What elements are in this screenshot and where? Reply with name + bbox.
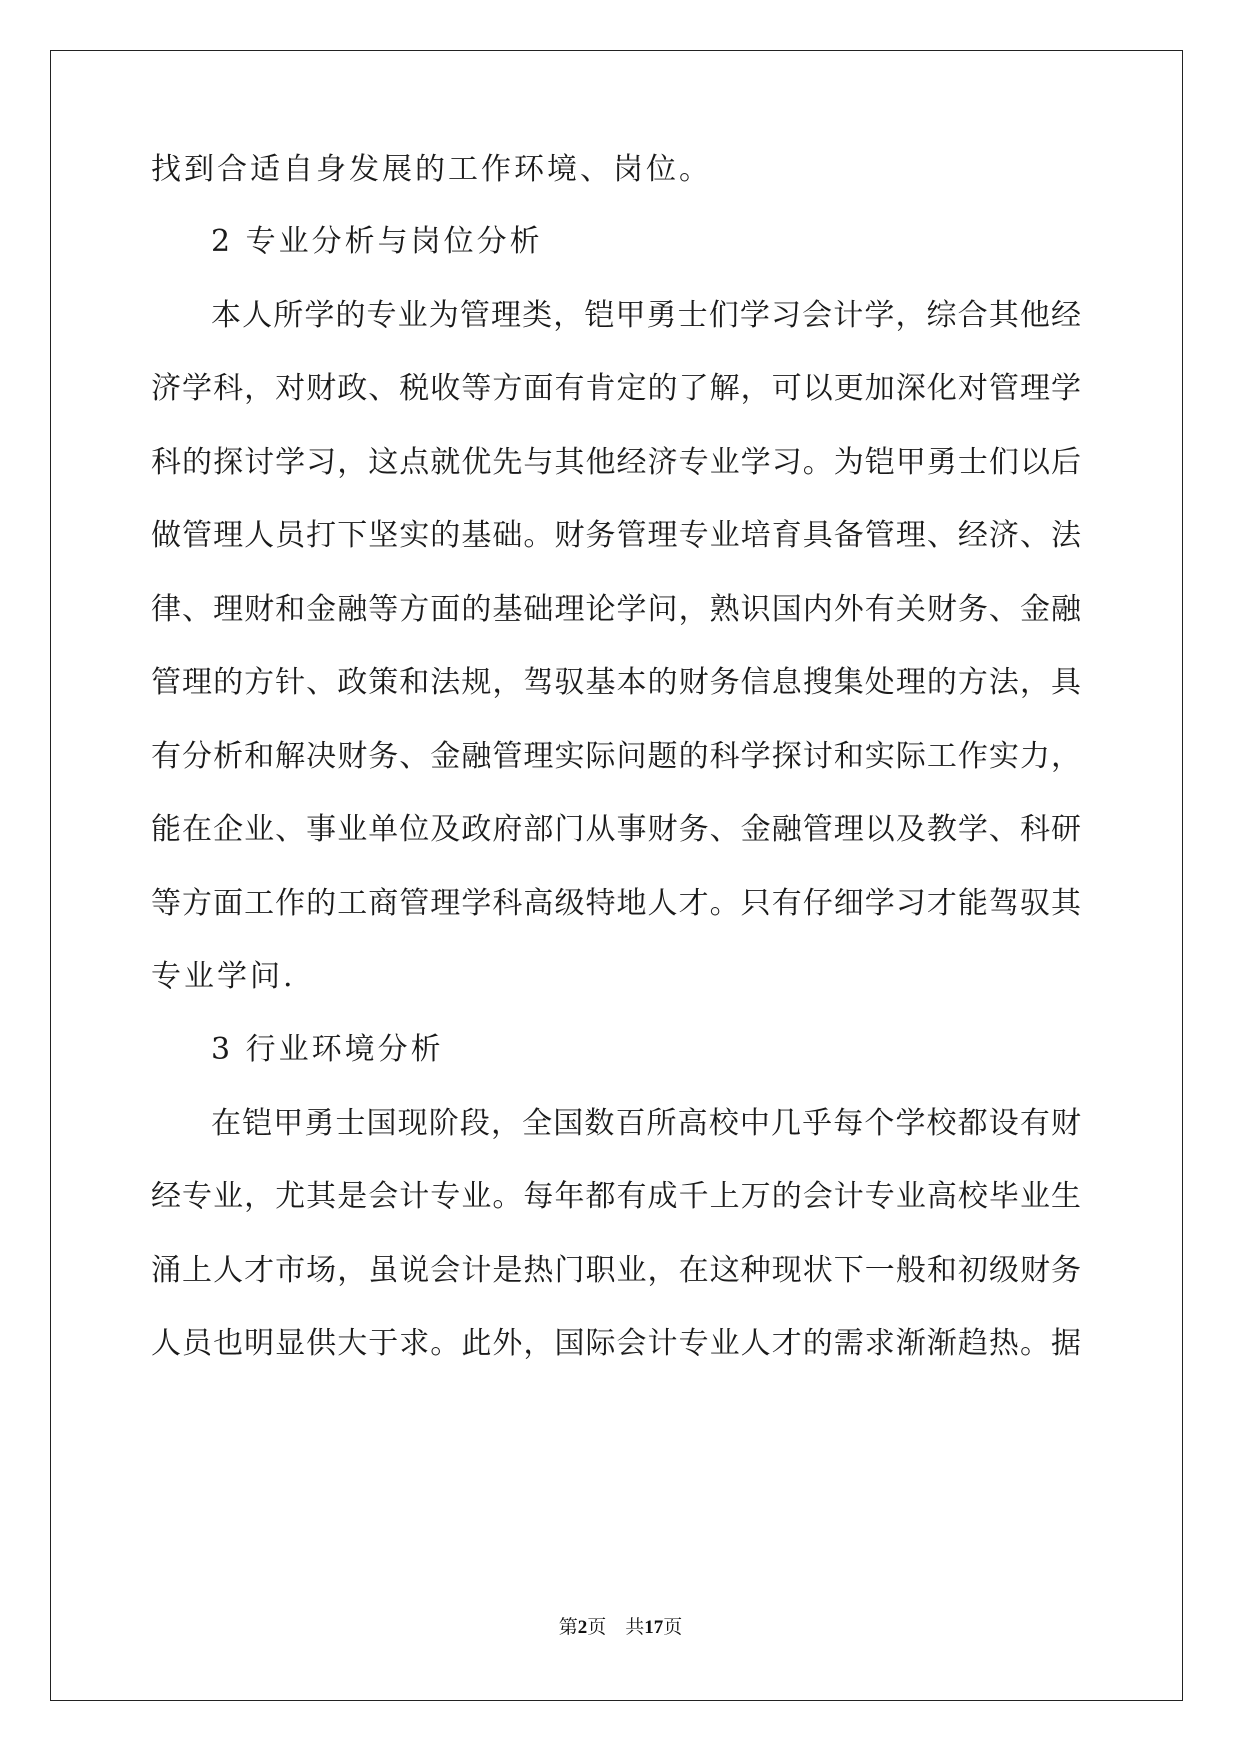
page-number: 2 [577, 1617, 588, 1638]
paragraph-line: 科的探讨学习，这点就优先与其他经济专业学习。为铠甲勇士们以后 [151, 445, 1081, 480]
section-heading: 3 行业环境分析 [211, 1032, 444, 1067]
paragraph-line: 人员也明显供大于求。此外，国际会计专业人才的需求渐渐趋热。据 [151, 1326, 1081, 1361]
paragraph-line: 济学科，对财政、税收等方面有肯定的了解，可以更加深化对管理学 [151, 371, 1081, 406]
paragraph-line: 专业学问. [151, 959, 296, 994]
section-heading: 2 专业分析与岗位分析 [211, 224, 543, 259]
paragraph-line: 能在企业、事业单位及政府部门从事财务、金融管理以及教学、科研 [151, 812, 1081, 847]
paragraph-line: 管理的方针、政策和法规，驾驭基本的财务信息搜集处理的方法，具 [151, 665, 1081, 700]
total-label-suffix: 页 [663, 1617, 683, 1638]
paragraph-line: 在铠甲勇士国现阶段，全国数百所高校中几乎每个学校都设有财 [211, 1106, 1081, 1141]
paragraph-line: 找到合适自身发展的工作环境、岗位。 [151, 152, 712, 187]
paragraph-line: 本人所学的专业为管理类，铠甲勇士们学习会计学，综合其他经 [211, 298, 1081, 333]
total-label-prefix: 共 [625, 1617, 645, 1638]
paragraph-line: 律、理财和金融等方面的基础理论学问，熟识国内外有关财务、金融 [151, 592, 1081, 627]
page-footer [0, 1616, 1241, 1640]
page-label-suffix: 页 [587, 1617, 607, 1638]
paragraph-line: 做管理人员打下坚实的基础。财务管理专业培育具备管理、经济、法 [151, 518, 1081, 553]
page-label-prefix: 第 [558, 1617, 578, 1638]
paragraph-line: 有分析和解决财务、金融管理实际问题的科学探讨和实际工作实力， [151, 739, 1081, 774]
total-pages: 17 [644, 1617, 664, 1638]
paragraph-line: 等方面工作的工商管理学科高级特地人才。只有仔细学习才能驾驭其 [151, 886, 1081, 921]
paragraph-line: 经专业，尤其是会计专业。每年都有成千上万的会计专业高校毕业生 [151, 1179, 1081, 1214]
paragraph-line: 涌上人才市场，虽说会计是热门职业，在这种现状下一般和初级财务 [151, 1253, 1081, 1288]
